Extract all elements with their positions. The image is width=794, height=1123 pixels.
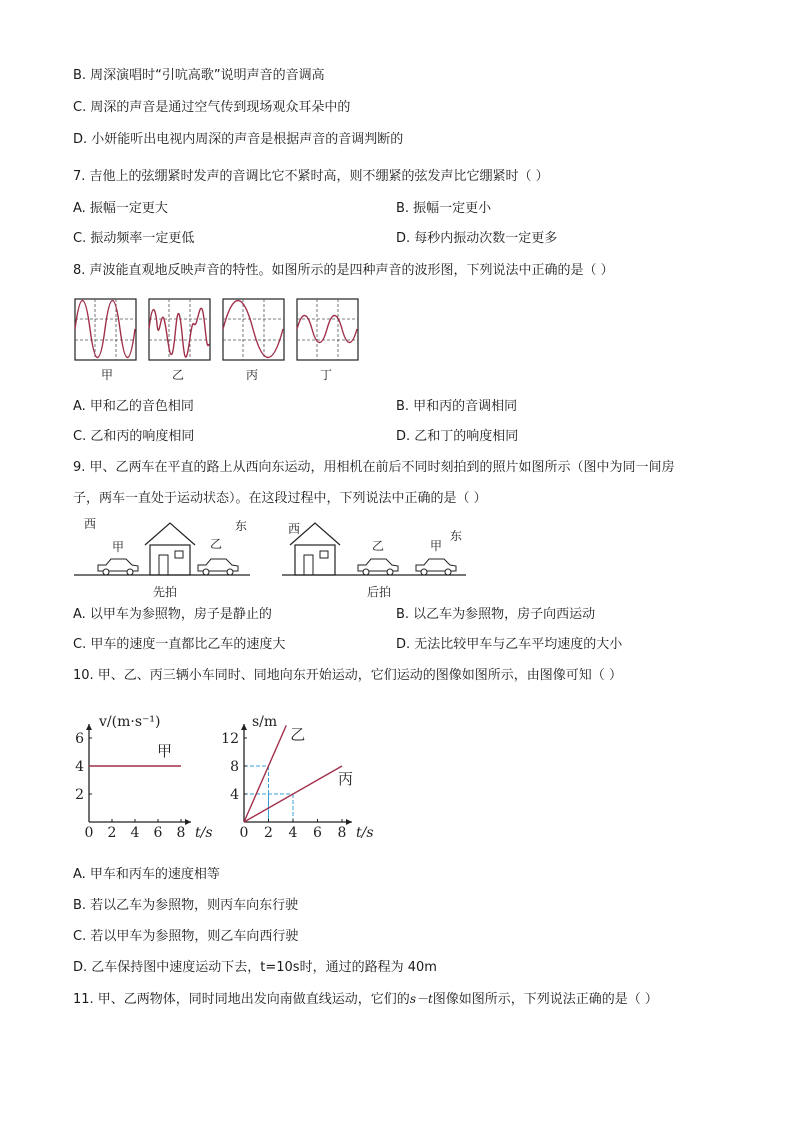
q11-stem-post: 图像如图所示，下列说法正确的是（ ） <box>432 992 658 1007</box>
waveform-label-yi: 乙 <box>172 368 185 382</box>
car-jia-icon <box>98 559 138 575</box>
caption-after: 后拍 <box>367 585 392 599</box>
car-label-jia-after: 甲 <box>430 539 443 553</box>
y-tick-label: 4 <box>230 787 239 803</box>
series-label-0: 甲 <box>157 742 173 760</box>
q8-option-d: D. 乙和丁的响度相同 <box>396 429 519 444</box>
car-jia-icon <box>416 559 456 575</box>
q10-option-b: B. 若以乙车为参照物，则丙车向东行驶 <box>73 898 299 913</box>
car-label-yi-after: 乙 <box>372 539 385 553</box>
direction-east-after: 东 <box>450 529 463 543</box>
q9-picture-before <box>72 515 252 585</box>
y-tick-label: 2 <box>75 787 84 803</box>
x-tick-label: 0 <box>239 825 249 841</box>
waveform-jia <box>75 299 136 360</box>
q9-stem-line2: 子，两车一直处于运动状态）。在这段过程中，下列说法中正确的是（ ） <box>73 491 487 506</box>
q9-option-a: A. 以甲车为参照物，房子是静止的 <box>73 607 272 622</box>
x-tick-label: 4 <box>130 825 140 841</box>
y-tick-label: 6 <box>75 731 84 747</box>
x-tick-label: 8 <box>337 825 347 841</box>
q7-option-d: D. 每秒内振动次数一定更多 <box>396 231 558 246</box>
car-label-jia-before: 甲 <box>112 540 125 554</box>
q11-stem <box>73 990 658 1009</box>
house-icon <box>145 523 195 575</box>
series-label-0: 乙 <box>290 725 306 744</box>
x-tick-label: 4 <box>288 825 298 841</box>
x-tick-label: 6 <box>313 825 322 841</box>
series-line-0 <box>244 725 286 822</box>
q9-option-d: D. 无法比较甲车与乙车平均速度的大小 <box>396 637 623 652</box>
y-axis-arrow-icon <box>241 724 247 730</box>
q7-stem: 7. 吉他上的弦绷紧时发声的音调比它不紧时高，则不绷紧的弦发声比它绷紧时（ ） <box>73 169 549 184</box>
q11-stem-pre: 11. 甲、乙两物体，同时同地出发向南做直线运动，它们的 <box>73 992 410 1007</box>
series-label-1: 丙 <box>338 770 354 788</box>
option-b-q6: B. 周深演唱时“引吭高歌”说明声音的音调高 <box>73 68 325 83</box>
x-axis-arrow-icon <box>185 819 191 825</box>
q7-option-c: C. 振动频率一定更低 <box>73 231 195 246</box>
car-label-yi-before: 乙 <box>210 537 223 551</box>
q11-stem-math: s－t <box>409 992 433 1006</box>
x-tick-label: 2 <box>107 825 117 841</box>
q7-option-a: A. 振幅一定更大 <box>73 201 168 216</box>
x-tick-label: 6 <box>153 825 163 841</box>
y-tick-label: 4 <box>75 759 84 775</box>
waveform-yi <box>149 299 210 360</box>
x-tick-label: 0 <box>84 825 94 841</box>
waveform-label-jia: 甲 <box>101 368 114 382</box>
y-tick-label: 8 <box>230 759 239 775</box>
q10-stem: 10. 甲、乙、丙三辆小车同时、同地向东开始运动，它们运动的图像如图所示，由图像可知（ ） <box>73 668 622 683</box>
direction-west-after: 西 <box>288 522 301 536</box>
x-axis-label: t/s <box>356 825 374 841</box>
q8-option-c: C. 乙和丙的响度相同 <box>73 429 195 444</box>
x-tick-label: 2 <box>264 825 273 841</box>
q8-option-a: A. 甲和乙的音色相同 <box>73 399 194 414</box>
y-axis-arrow-icon <box>86 724 92 730</box>
y-axis-label: s/m <box>252 714 278 730</box>
direction-east-before: 东 <box>235 519 248 533</box>
car-yi-icon <box>358 559 398 575</box>
q9-option-b: B. 以乙车为参照物，房子向西运动 <box>396 607 596 622</box>
q10-option-a: A. 甲车和丙车的速度相等 <box>73 867 220 882</box>
q8-stem: 8. 声波能直观地反映声音的特性。如图所示的是四种声音的波形图，下列说法中正确的是（ ） <box>73 263 614 278</box>
x-axis-arrow-icon <box>346 819 352 825</box>
waveform-bing <box>223 299 284 360</box>
q8-option-b: B. 甲和丙的音调相同 <box>396 399 518 414</box>
q10-option-c: C. 若以甲车为参照物，则乙车向西行驶 <box>73 929 299 944</box>
x-axis-label: t/s <box>195 825 213 841</box>
y-tick-label: 12 <box>221 731 239 747</box>
q9-stem-line1: 9. 甲、乙两车在平直的路上从西向东运动，用相机在前后不同时刻拍到的照片如图所示（图中为同一间房 <box>73 460 675 475</box>
y-axis-label: v/(m·s⁻¹) <box>99 714 161 730</box>
q10-chart-distance <box>222 700 382 845</box>
q7-option-b: B. 振幅一定更小 <box>396 201 492 216</box>
waveform-ding <box>297 299 358 360</box>
caption-before: 先拍 <box>153 585 178 599</box>
car-yi-icon <box>198 559 238 575</box>
q10-chart-velocity <box>72 700 222 845</box>
q9-option-c: C. 甲车的速度一直都比乙车的速度大 <box>73 637 286 652</box>
option-c-q6: C. 周深的声音是通过空气传到现场观众耳朵中的 <box>73 100 351 115</box>
option-d-q6: D. 小妍能听出电视内周深的声音是根据声音的音调判断的 <box>73 132 404 147</box>
x-tick-label: 8 <box>176 825 186 841</box>
q10-option-d: D. 乙车保持图中速度运动下去，t=10s时，通过的路程为 40m <box>73 960 437 975</box>
direction-west-before: 西 <box>84 517 97 531</box>
waveform-label-ding: 丁 <box>320 368 333 382</box>
waveform-label-bing: 丙 <box>246 368 259 382</box>
